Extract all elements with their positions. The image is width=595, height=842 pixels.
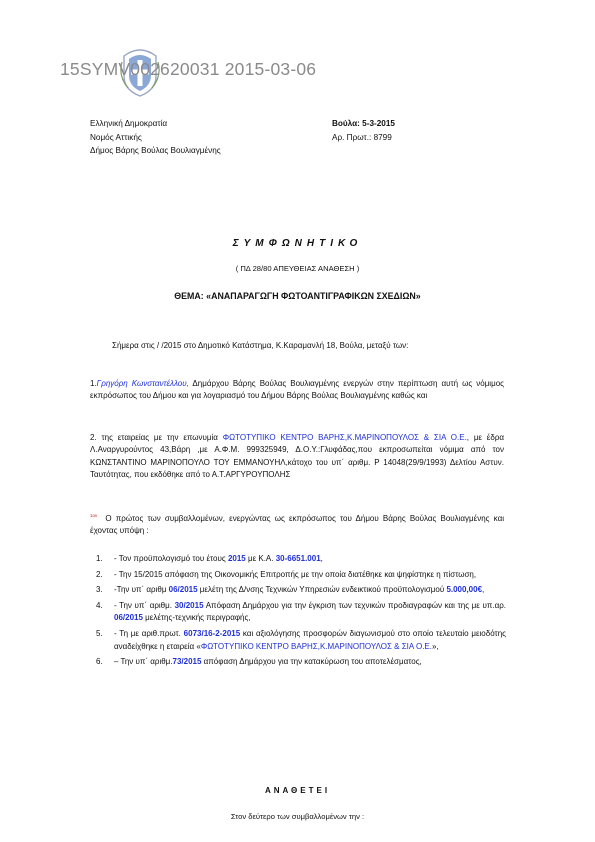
list-item-text: 5.000,00€ bbox=[446, 585, 483, 595]
list-item bbox=[96, 584, 506, 597]
party-two-prefix: 2. της εταιρείας με την επωνυμία bbox=[90, 433, 223, 442]
list-item-text: ΦΩΤΟΤΥΠΙΚΟ ΚΕΝΤΡΟ ΒΑΡΗΣ,Κ.ΜΑΡΙΝΟΠΟΥΛΟΣ & ΣΙΑ Ο.Ε. bbox=[200, 641, 432, 651]
date-protocol-block bbox=[332, 117, 395, 144]
first-party-paragraph bbox=[90, 510, 504, 537]
mayor-name: Γρηγόρη Κωνσταντέλλου, bbox=[96, 379, 189, 388]
issuer-block bbox=[90, 117, 221, 158]
document-subject: ΘΕΜΑ: «ΑΝΑΠΑΡΑΓΩΓΗ ΦΩΤΟΑΝΤΙΓΡΑΦΙΚΩΝ ΣΧΕΔΙΩΝ» bbox=[174, 291, 421, 302]
party-one-number: 1. bbox=[90, 379, 97, 388]
list-item-number: 4. bbox=[96, 600, 103, 610]
assigns-heading: ΑΝΑΘΕΤΕΙ bbox=[264, 786, 331, 795]
first-party-text: Ο πρώτος των συμβαλλομένων, ενεργώντας ως εκπρόσωπος του Δήμου Βάρης Βούλας Βουλιαγμένης και έχοντας υπόψη : bbox=[90, 513, 504, 535]
issuer-line: Νομός Αττικής bbox=[90, 132, 142, 142]
list-item-text: και αξιολόγησης προσφορών διαγωνισμού στο οποίο τελευταίο μειοδότης αναδείχθηκε η εταιρεία « bbox=[114, 628, 507, 651]
party-one-text: Δημάρχου Βάρης Βούλας Βουλιαγμένης ενεργών στην περίπτωση αυτή ως νόμιμος εκπρόσωπος του Δήμου και για λογαριασμό του Δήμου Βάρης Βούλας Βουλιαγμένης καθώς και bbox=[90, 379, 504, 401]
protocol-number: Αρ. Πρωτ.: 8799 bbox=[332, 132, 392, 142]
list-item bbox=[96, 553, 506, 566]
list-item-text: 73/2015 bbox=[172, 657, 202, 667]
issuer-line: Δήμος Βάρης Βούλας Βουλιαγμένης bbox=[90, 146, 221, 155]
list-item-text: 30-6651.001 bbox=[275, 554, 321, 563]
list-item-number: 3. bbox=[96, 585, 103, 595]
list-item-text: 30/2015 bbox=[174, 600, 204, 610]
list-item-number: 1. bbox=[96, 554, 103, 563]
company-name: ΦΩΤΟΤΥΠΙΚΟ ΚΕΝΤΡΟ ΒΑΡΗΣ,Κ.ΜΑΡΙΝΟΠΟΥΛΟΣ & ΣΙΑ Ο.Ε. bbox=[222, 433, 467, 442]
list-item-text: - Την 15/2015 απόφαση της Οικονομικής Επιτροπής με την οποία διατέθηκε και ψηφίστηκε η πίστωση, bbox=[114, 569, 477, 579]
list-item-text: – Την υπ΄ αριθμ. bbox=[114, 657, 173, 667]
list-item-text: 2015 bbox=[227, 554, 246, 563]
list-item bbox=[96, 600, 506, 625]
document-stamp-id: 15SYMV002620031 2015-03-06 bbox=[60, 59, 317, 79]
party-two-text: , με έδρα Λ.Αναργυρούντος 43,Βάρη ,με Α.Φ.Μ. 999325949, Δ.Ο.Υ.:Γλυφάδας,που εκπροσωπείται νόμιμα από τον ΚΩΝΣΤΑΝΤΙΝΟ ΜΑΡΙΝΟΠΟΥΛΟ ΤΟΥ ΕΜΜΑΝΟΥΗΛ,κάτοχο του υπ΄ αριθμ. Ρ 14048(29/9/1993) Δελτίου Αστυν. Ταυτότητας, που εκδόθηκε από το Α.Τ.ΑΡΓΥΡΟΥΠΟΛΗΣ bbox=[90, 433, 504, 479]
list-item-text: - Τη με αριθ.πρωτ. bbox=[114, 628, 184, 638]
list-item-text: Απόφαση Δημάρχου για την έγκριση των τεχνικών προδιαγραφών και της με υπ.αρ. bbox=[203, 600, 506, 610]
party-two-paragraph bbox=[90, 432, 504, 481]
list-item-text: 06/2015 bbox=[168, 585, 198, 595]
list-item-text: , bbox=[320, 554, 323, 563]
document-subtitle: ( ΠΔ 28/80 ΑΠΕΥΘΕΙΑΣ ΑΝΑΘΕΣΗ ) bbox=[235, 264, 360, 273]
list-item-number: 2. bbox=[96, 569, 103, 579]
list-item-text: , bbox=[482, 585, 485, 595]
list-item-text: 06/2015 bbox=[114, 613, 143, 623]
list-item bbox=[96, 656, 506, 669]
list-item bbox=[96, 569, 506, 582]
list-item-text: μελέτη της Δ/νσης Τεχνικών Υπηρεσιών ενδεικτικού προϋπολογισμού bbox=[197, 585, 447, 595]
list-item-text: - Τον προϋπολογισμό του έτους bbox=[114, 554, 228, 563]
list-item-text: », bbox=[431, 641, 439, 651]
second-party-line: Στον δεύτερο των συμβαλλομένων την : bbox=[230, 812, 365, 821]
list-item-text: μελέτης-τεχνικής περιγραφής, bbox=[142, 613, 251, 623]
list-item-text: -Την υπ΄ αριθμ bbox=[114, 585, 169, 595]
list-item-text: απόφαση Δημάρχου για την κατακύρωση του αποτελέσματος, bbox=[201, 657, 422, 667]
list-item-text: - Την υπ΄ αριθμ. bbox=[114, 600, 175, 610]
list-item bbox=[96, 628, 506, 653]
document-title: ΣΥΜΦΩΝΗΤΙΚΟ bbox=[232, 238, 363, 249]
list-item-number: 5. bbox=[96, 628, 103, 638]
considerations-list bbox=[96, 553, 506, 672]
list-item-number: 6. bbox=[96, 657, 103, 667]
list-item-text: με Κ.Α. bbox=[245, 554, 276, 563]
issuer-line: Ελληνική Δημοκρατία bbox=[90, 119, 168, 128]
list-item-text: 6073/16-2-2015 bbox=[183, 628, 241, 638]
document-date: Βούλα: 5-3-2015 bbox=[332, 119, 395, 128]
intro-paragraph: Σήμερα στις / /2015 στο Δημοτικό Κατάστημα, Κ.Καραμανλή 18, Βούλα, μεταξύ των: bbox=[112, 341, 409, 350]
first-superscript: 1ον bbox=[90, 513, 98, 518]
party-one-paragraph bbox=[90, 378, 504, 403]
